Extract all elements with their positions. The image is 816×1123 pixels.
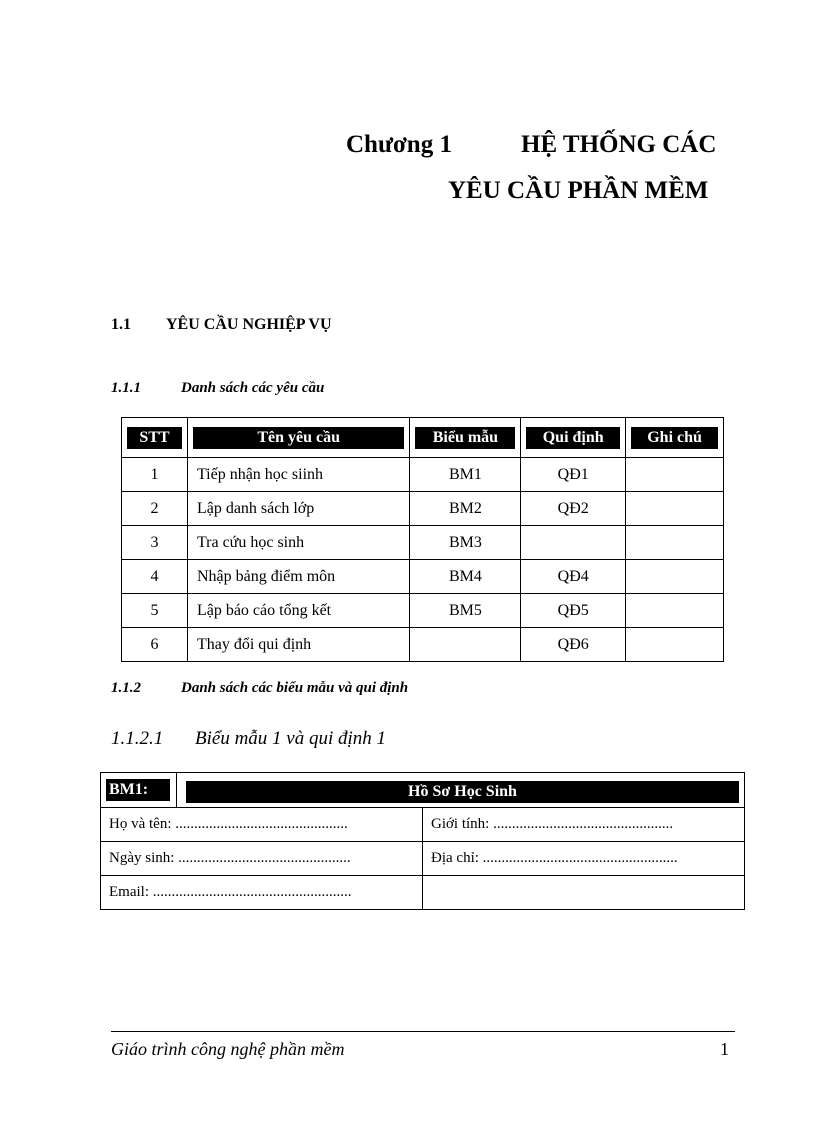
subsubsection-number: 1.1.2.1 (111, 728, 164, 749)
cell-form: BM4 (410, 560, 521, 594)
field-name: Họ và tên: .............................................. (101, 808, 423, 841)
subsubsection-heading (111, 728, 386, 750)
header-requirement-name: Tên yêu cầu (187, 418, 410, 458)
subsection-title: Danh sách các yêu cầu (181, 380, 325, 396)
cell-note (626, 492, 724, 526)
cell-name: Tra cứu học sinh (187, 526, 410, 560)
subsection-number: 1.1.2 (111, 680, 141, 696)
table-row (122, 492, 724, 526)
cell-name: Nhập bảng điểm môn (187, 560, 410, 594)
cell-form: BM1 (410, 458, 521, 492)
cell-rule: QĐ2 (521, 492, 626, 526)
chapter-heading-line1 (346, 131, 716, 159)
cell-form: BM2 (410, 492, 521, 526)
form-header (101, 773, 744, 808)
section-heading (111, 316, 332, 334)
field-empty (423, 876, 744, 909)
table-row (122, 526, 724, 560)
requirements-table (121, 417, 724, 662)
cell-note (626, 560, 724, 594)
page-number: 1 (720, 1039, 729, 1059)
cell-rule: QĐ5 (521, 594, 626, 628)
cell-stt: 5 (122, 594, 188, 628)
cell-stt: 2 (122, 492, 188, 526)
field-address: Địa chỉ: .................................................... (431, 850, 678, 866)
student-record-form (100, 772, 745, 910)
chapter-title-line1: HỆ THỐNG CÁC (521, 131, 717, 158)
cell-form: BM3 (410, 526, 521, 560)
cell-form: BM5 (410, 594, 521, 628)
form-row (101, 876, 744, 909)
cell-note (626, 628, 724, 662)
form-code: BM1: (106, 779, 170, 801)
form-code-cell (101, 773, 177, 807)
table-row (122, 594, 724, 628)
cell-stt: 1 (122, 458, 188, 492)
cell-rule: QĐ6 (521, 628, 626, 662)
header-rule: Qui định (521, 418, 626, 458)
subsubsection-title: Biểu mẫu 1 và qui định 1 (195, 728, 387, 749)
form-title: Hồ Sơ Học Sinh (186, 781, 739, 803)
footer-title: Giáo trình công nghệ phần mềm (111, 1039, 345, 1059)
field-email: Email: ..................................................... (101, 876, 423, 909)
cell-name: Tiếp nhận học siinh (187, 458, 410, 492)
cell-stt: 4 (122, 560, 188, 594)
table-row (122, 628, 724, 662)
cell-rule: QĐ4 (521, 560, 626, 594)
form-row (101, 842, 744, 876)
cell-form (410, 628, 521, 662)
cell-stt: 6 (122, 628, 188, 662)
cell-rule: QĐ1 (521, 458, 626, 492)
chapter-number: Chương 1 (346, 131, 452, 158)
cell-name: Thay đổi qui định (187, 628, 410, 662)
cell-note (626, 458, 724, 492)
cell-name: Lập danh sách lớp (187, 492, 410, 526)
header-form: Biểu mẫu (410, 418, 521, 458)
section-title: YÊU CẦU NGHIỆP VỤ (166, 316, 332, 333)
header-note: Ghi chú (626, 418, 724, 458)
cell-rule (521, 526, 626, 560)
footer-divider (111, 1031, 735, 1032)
chapter-title-line2: YÊU CẦU PHẦN MỀM (448, 177, 709, 204)
cell-note (626, 594, 724, 628)
cell-name: Lập báo cáo tổng kết (187, 594, 410, 628)
table-row (122, 458, 724, 492)
form-row (101, 808, 744, 842)
cell-stt: 3 (122, 526, 188, 560)
table-row (122, 560, 724, 594)
field-birthdate: Ngày sinh: .............................................. (101, 842, 423, 875)
subsection-number: 1.1.1 (111, 380, 141, 396)
subsection-heading-1 (111, 380, 324, 397)
cell-note (626, 526, 724, 560)
section-number: 1.1 (111, 316, 131, 333)
table-header-row (122, 418, 724, 458)
header-stt: STT (122, 418, 188, 458)
subsection-heading-2 (111, 680, 408, 697)
subsection-title: Danh sách các biểu mẫu và qui định (181, 680, 409, 696)
field-gender: Giới tính: ................................................ (431, 816, 674, 832)
